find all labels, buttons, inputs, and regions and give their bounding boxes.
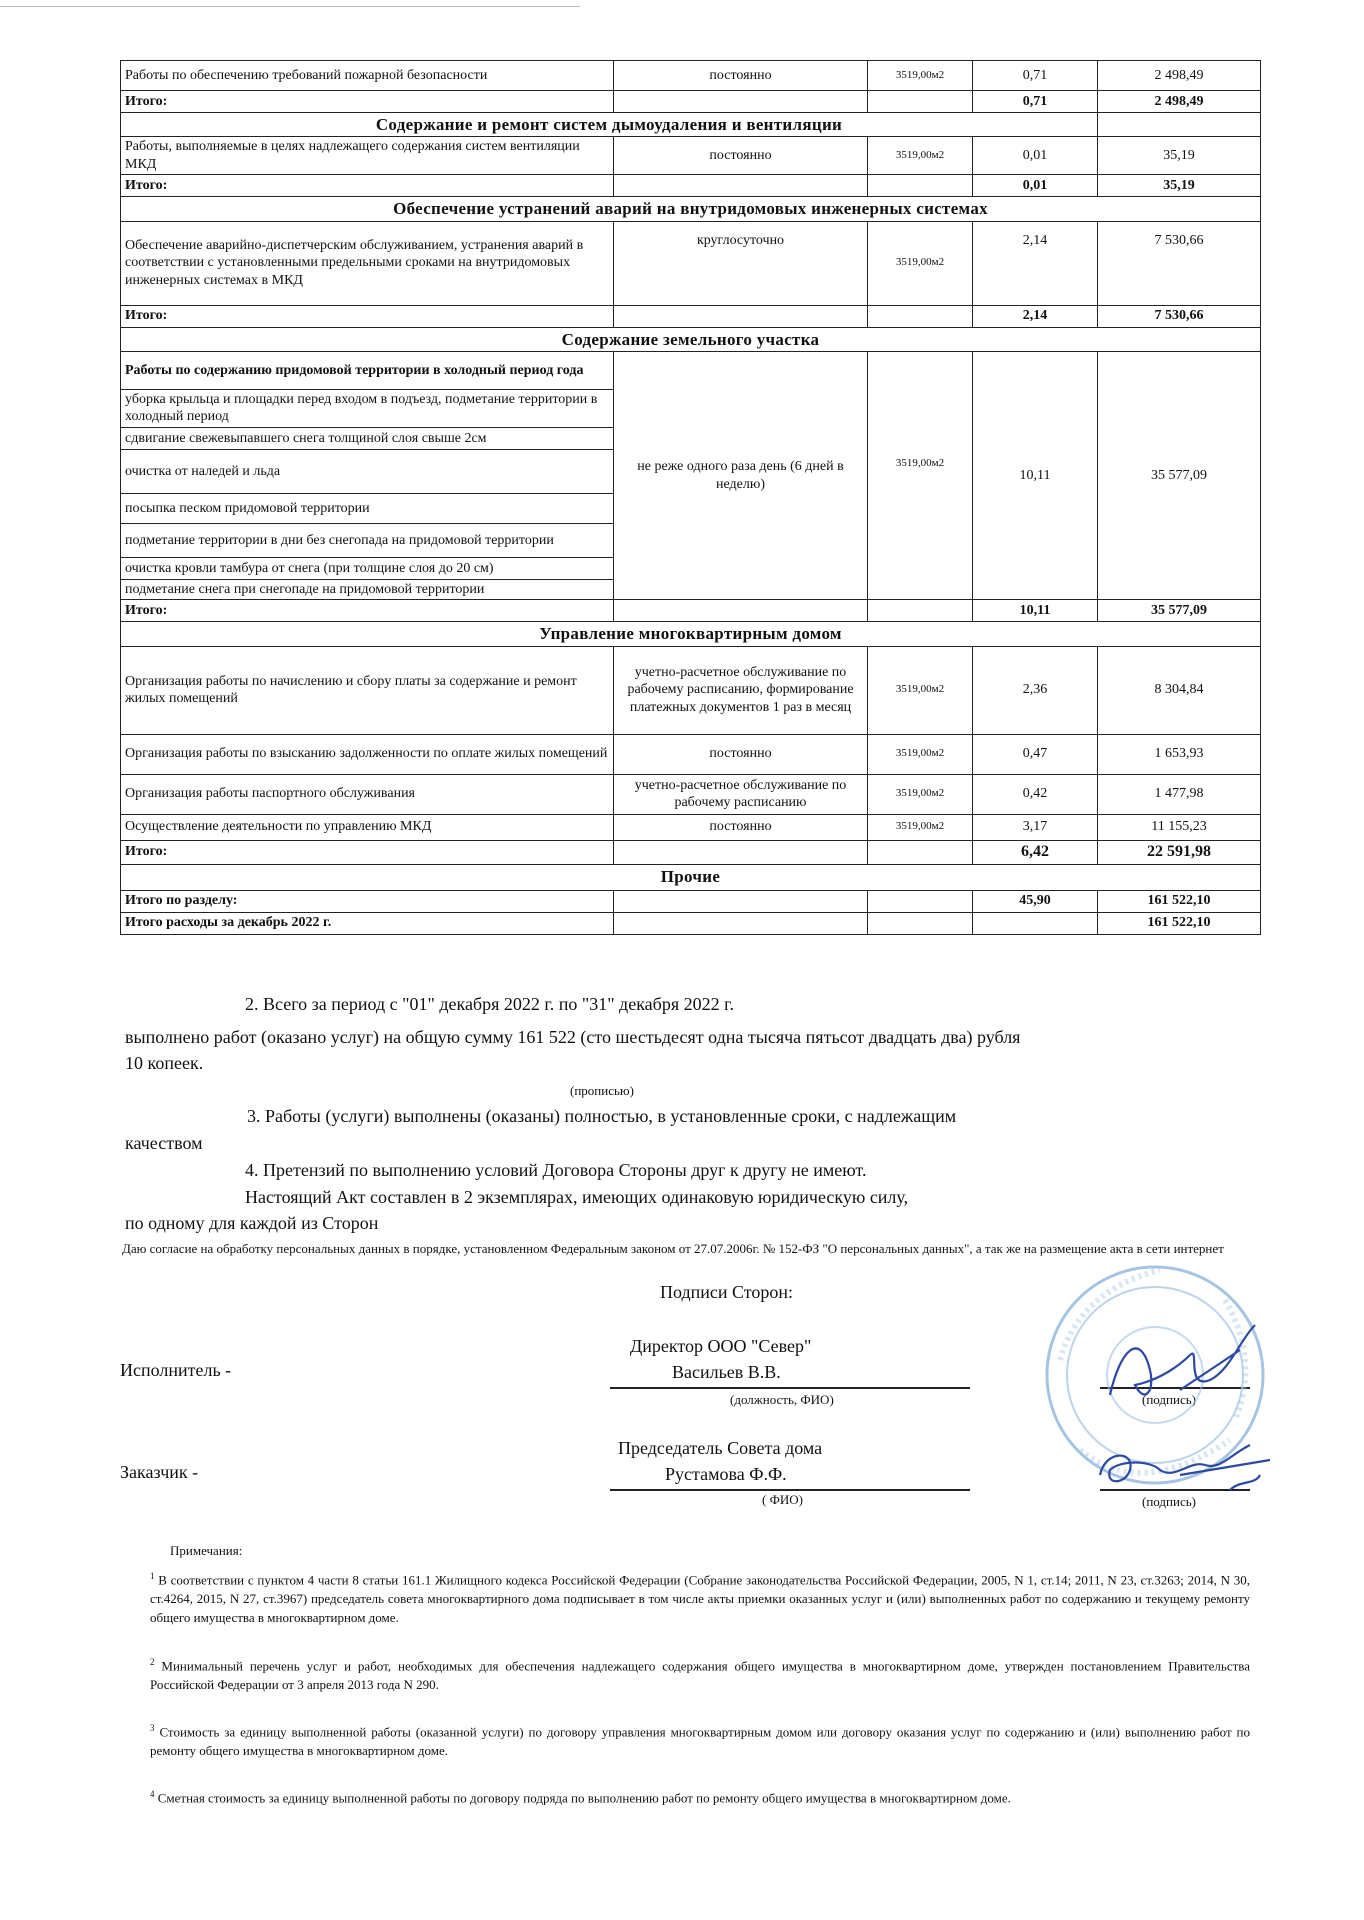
note-3: [150, 1722, 1250, 1761]
executor-name-line: [610, 1387, 970, 1389]
signatures-title: Подписи Сторон:: [660, 1282, 794, 1302]
section-header: [121, 197, 1261, 221]
section-header: [121, 327, 1261, 351]
note-1-text: В соответствии с пунктом 4 части 8 статьи 161.1 Жилищного кодекса Российской Федерации (Собрание законодательства Российской Федерации, 2005, N 1, ст.14; 2011, N 23, ст.3263; 2014, N 30, ст.4264, 2015, N 27, ст.3967) председатель совета многоквартирного дома подписывает в том числе акты приемки оказанных услуг и (или) выполненных работ по содержанию и текущему ремонту общего имущества в многоквартирном доме.: [150, 1572, 1251, 1626]
land-item: подметание территории в дни без снегопада на придомовой территории: [121, 523, 614, 557]
land-period: не реже одного раза день (6 дней в неделю): [614, 351, 868, 600]
land-item-heading: Работы по содержанию придомовой территории в холодный период года: [121, 351, 614, 389]
customer-signature: [1080, 1430, 1280, 1510]
note-4-marker: 4: [150, 1789, 155, 1799]
total-rate: 6,42: [973, 840, 1098, 864]
paragraph-5-line-1: Настоящий Акт составлен в 2 экземплярах, имеющих одинаковую юридическую силу,: [245, 1187, 909, 1207]
propisyu-caption: (прописью): [570, 1083, 634, 1098]
section-total-sum: 161 522,10: [1098, 890, 1261, 912]
row-period: круглосуточно: [614, 221, 868, 305]
grand-total-sum: 161 522,10: [1098, 912, 1261, 934]
total-sum: 35,19: [1098, 175, 1261, 197]
section-total-row: [121, 890, 1261, 912]
paragraph-5-line-2: по одному для каждой из Сторон: [125, 1213, 379, 1233]
land-item: посыпка песком придомовой территории: [121, 493, 614, 523]
row-area: 3519,00м2: [868, 61, 973, 91]
row-description: Организация работы по взысканию задолженности по оплате жилых помещений: [121, 734, 614, 774]
notes-title: Примечания:: [170, 1543, 243, 1558]
customer-name: Рустамова Ф.Ф.: [665, 1464, 787, 1484]
land-item: очистка от наледей и льда: [121, 449, 614, 493]
table-row: [121, 61, 1261, 91]
executor-caption: (должность, ФИО): [730, 1392, 834, 1407]
row-sum: 1 477,98: [1098, 774, 1261, 814]
note-1: [150, 1570, 1250, 1628]
row-sum: 7 530,66: [1098, 221, 1261, 305]
section-title: Содержание и ремонт систем дымоудаления и вентиляции: [121, 113, 1098, 137]
grand-total-label: Итого расходы за декабрь 2022 г.: [121, 912, 614, 934]
table-total-row: [121, 175, 1261, 197]
row-description: Организация работы паспортного обслуживания: [121, 774, 614, 814]
note-2-marker: 2: [150, 1657, 155, 1667]
paragraph-2-line-1: 2. Всего за период с "01" декабря 2022 г. по "31" декабря 2022 г.: [245, 994, 734, 1014]
section-total-label: Итого по разделу:: [121, 890, 614, 912]
table-total-row: [121, 600, 1261, 622]
paragraph-3-line-1: 3. Работы (услуги) выполнены (оказаны) полностью, в установленные сроки, с надлежащим: [247, 1106, 957, 1126]
scan-edge-line: [0, 6, 580, 7]
section-title: Содержание земельного участка: [121, 327, 1261, 351]
row-rate: 3,17: [973, 814, 1098, 840]
row-description: Организация работы по начислению и сбору платы за содержание и ремонт жилых помещений: [121, 646, 614, 734]
total-rate: 2,14: [973, 305, 1098, 327]
section-title: Управление многоквартирным домом: [121, 622, 1261, 646]
row-description: Обеспечение аварийно-диспетчерским обслуживанием, устранения аварий в соответствии с установленными предельными сроками на внутридомовых инженерных системах в МКД: [121, 221, 614, 305]
total-sum: 35 577,09: [1098, 600, 1261, 622]
row-sum: 8 304,84: [1098, 646, 1261, 734]
total-rate: 10,11: [973, 600, 1098, 622]
land-item: очистка кровли тамбура от снега (при толщине слоя до 20 см): [121, 557, 614, 579]
list-item: [121, 351, 1261, 389]
row-description: Работы, выполняемые в целях надлежащего содержания систем вентиляции МКД: [121, 137, 614, 175]
note-4-text: Сметная стоимость за единицу выполненной работы по договору подряда по выполнению работ по ремонту общего имущества в многоквартирном доме.: [157, 1790, 1011, 1806]
row-rate: 2,14: [973, 221, 1098, 305]
note-3-marker: 3: [150, 1723, 155, 1733]
row-rate: 0,01: [973, 137, 1098, 175]
paragraph-2-line-2: выполнено работ (оказано услуг) на общую сумму 161 522 (сто шестьдесят одна тысяча пятьсот двадцать два) рубля: [125, 1027, 1021, 1047]
land-item: подметание снега при снегопаде на придомовой территории: [121, 579, 614, 600]
executor-position: Директор ООО "Север": [630, 1336, 812, 1356]
paragraph-4: 4. Претензий по выполнению условий Договора Стороны друг к другу не имеют.: [245, 1160, 867, 1180]
customer-sign-caption: (подпись): [1142, 1494, 1196, 1509]
note-3-text: Стоимость за единицу выполненной работы (оказанной услуги) по договору управления многоквартирным домом или договору оказания услуг по содержанию и (или) выполнению работ по ремонту общего имущества в многоквартирном доме.: [150, 1724, 1251, 1759]
executor-name: Васильев В.В.: [672, 1362, 781, 1382]
section-header: [121, 864, 1261, 890]
row-description: Осуществление деятельности по управлению МКД: [121, 814, 614, 840]
table-row: [121, 646, 1261, 734]
note-4: [150, 1788, 1250, 1808]
grand-total-row: [121, 912, 1261, 934]
land-sum: 35 577,09: [1098, 351, 1261, 600]
section-total-rate: 45,90: [973, 890, 1098, 912]
land-area: 3519,00м2: [868, 351, 973, 600]
works-table: [120, 60, 1261, 935]
row-sum: 1 653,93: [1098, 734, 1261, 774]
land-rate: 10,11: [973, 351, 1098, 600]
table-total-row: [121, 91, 1261, 113]
customer-label: Заказчик -: [120, 1462, 199, 1482]
paragraph-3-line-2: качеством: [125, 1133, 203, 1153]
note-1-marker: 1: [150, 1571, 155, 1581]
row-area: 3519,00м2: [868, 221, 973, 305]
table-row: [121, 774, 1261, 814]
total-label: Итого:: [121, 91, 614, 113]
row-period: постоянно: [614, 137, 868, 175]
row-period: учетно-расчетное обслуживание по рабочему расписанию: [614, 774, 868, 814]
consent-text: Даю согласие на обработку персональных данных в порядке, установленном Федеральным законом от 27.07.2006г. № 152-ФЗ "О персональных данных", а так же на размещение акта в сети интернет: [122, 1241, 1224, 1256]
land-item: уборка крыльца и площадки перед входом в подъезд, подметание территории в холодный период: [121, 389, 614, 427]
section-header: [121, 113, 1261, 137]
row-description: Работы по обеспечению требований пожарной безопасности: [121, 61, 614, 91]
row-rate: 2,36: [973, 646, 1098, 734]
total-sum: 7 530,66: [1098, 305, 1261, 327]
section-title: Прочие: [121, 864, 1261, 890]
note-2: [150, 1656, 1250, 1695]
row-rate: 0,42: [973, 774, 1098, 814]
executor-label: Исполнитель -: [120, 1360, 232, 1380]
row-area: 3519,00м2: [868, 734, 973, 774]
table-row: [121, 734, 1261, 774]
table-total-row: [121, 840, 1261, 864]
section-title: Обеспечение устранений аварий на внутридомовых инженерных системах: [121, 197, 1261, 221]
total-rate: 0,01: [973, 175, 1098, 197]
row-area: 3519,00м2: [868, 137, 973, 175]
total-sum: 22 591,98: [1098, 840, 1261, 864]
total-label: Итого:: [121, 600, 614, 622]
row-rate: 0,71: [973, 61, 1098, 91]
table-row: [121, 137, 1261, 175]
total-label: Итого:: [121, 840, 614, 864]
customer-caption: ( ФИО): [762, 1492, 803, 1507]
total-sum: 2 498,49: [1098, 91, 1261, 113]
total-label: Итого:: [121, 305, 614, 327]
row-rate: 0,47: [973, 734, 1098, 774]
customer-position: Председатель Совета дома: [618, 1438, 823, 1458]
table-total-row: [121, 305, 1261, 327]
row-area: 3519,00м2: [868, 646, 973, 734]
row-period: постоянно: [614, 814, 868, 840]
row-period: учетно-расчетное обслуживание по рабочему расписанию, формирование платежных документов 1 раз в месяц: [614, 646, 868, 734]
paragraph-2-line-3: 10 копеек.: [125, 1053, 204, 1073]
executor-sign-caption: (подпись): [1142, 1392, 1196, 1407]
section-header: [121, 622, 1261, 646]
row-sum: 2 498,49: [1098, 61, 1261, 91]
row-area: 3519,00м2: [868, 774, 973, 814]
row-sum: 11 155,23: [1098, 814, 1261, 840]
row-period: постоянно: [614, 734, 868, 774]
total-label: Итого:: [121, 175, 614, 197]
customer-name-line: [610, 1489, 970, 1491]
executor-signature: [1090, 1310, 1270, 1420]
note-2-text: Минимальный перечень услуг и работ, необходимых для обеспечения надлежащего содержания общего имущества в многоквартирном доме, утвержден постановлением Правительства Российской Федерации от 3 апреля 2013 года N 290.: [150, 1658, 1251, 1693]
total-rate: 0,71: [973, 91, 1098, 113]
row-sum: 35,19: [1098, 137, 1261, 175]
row-period: постоянно: [614, 61, 868, 91]
table-row: [121, 221, 1261, 305]
table-row: [121, 814, 1261, 840]
land-item: сдвигание свежевыпавшего снега толщиной слоя свыше 2см: [121, 427, 614, 449]
row-area: 3519,00м2: [868, 814, 973, 840]
